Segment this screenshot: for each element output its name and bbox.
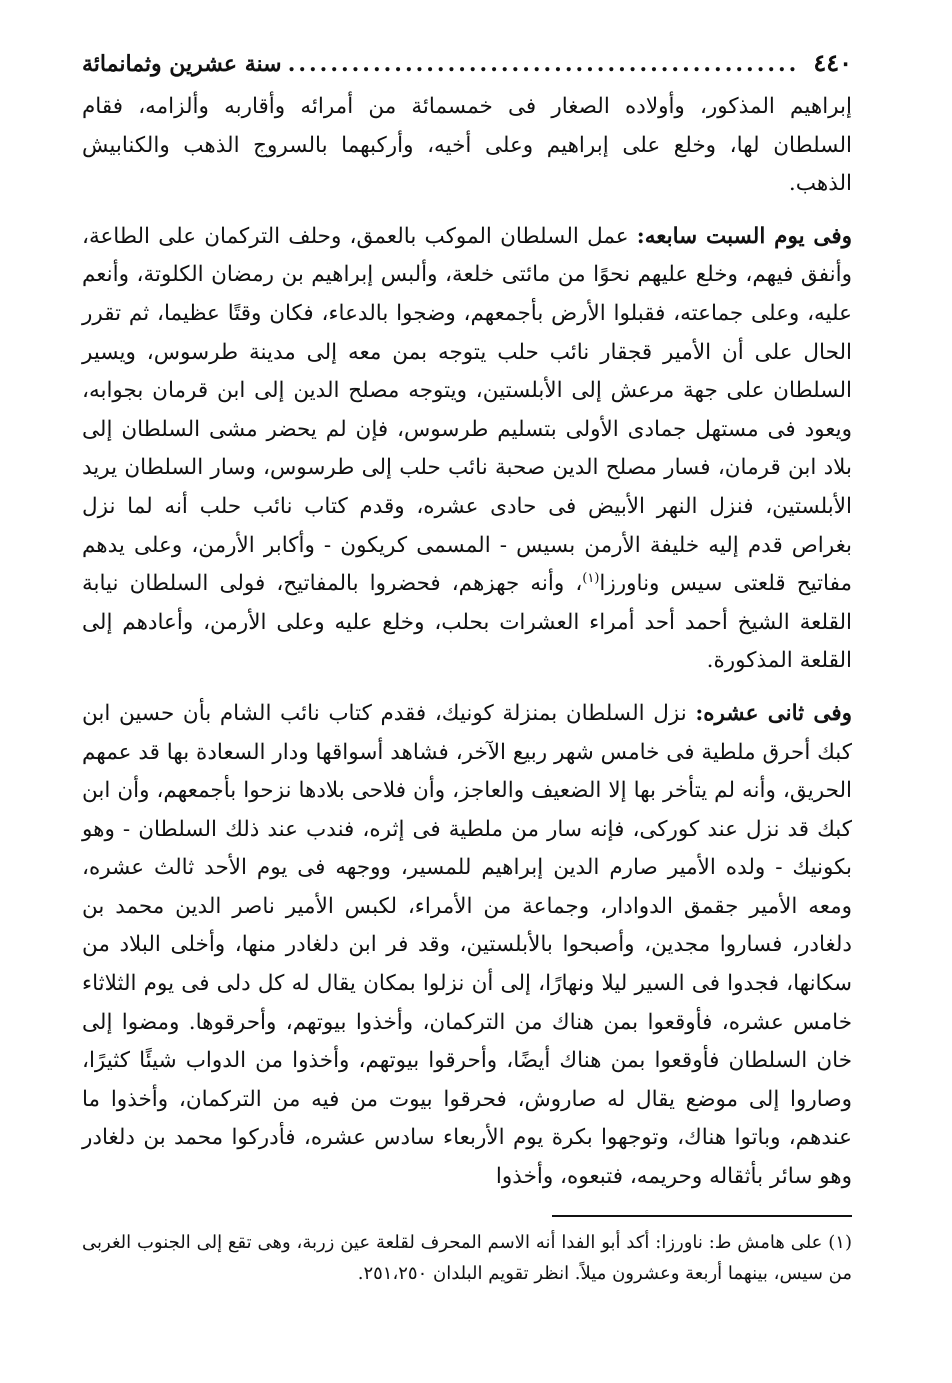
paragraph-text: إبراهيم المذكور، وأولاده الصغار فى خمسمائة من أمرائه وأقاربه وألزامه، فقام السلطان لها، وخلع على إبراهيم وعلى أخيه، وأركبهما بالسروج الذهب والكنابيش الذهب. — [82, 94, 852, 197]
leader-dots — [288, 51, 800, 77]
running-title: سنة عشرين وثمانمائة — [82, 51, 282, 77]
paragraph — [82, 218, 852, 681]
page-number: ٤٤٠ — [813, 48, 852, 77]
paragraph — [82, 695, 852, 1197]
paragraph-text: عمل السلطان الموكب بالعمق، وحلف التركمان على الطاعة، وأنفق فيهم، وخلع عليهم نحوًا من مائتى خلعة، وألبس إبراهيم بن رمضان الكلوتة، وأنعم عليه، وعلى جماعته، فقبلوا الأرض بأجمعهم، وضجوا بالدعاء، فكان وقتًا عظيما، ثم تقرر الحال على أن الأمير قجقار نائب حلب يتوجه بمن معه إلى مدينة طرسوس، ويسير السلطان على جهة مرعش إلى الأبلستين، ويتوجه مصلح الدين إلى ابن قرمان بجوابه، ويعود فى مستهل جمادى الأولى بتسليم طرسوس، فإن لم يحضر مشى السلطان إلى بلاد ابن قرمان، فسار مصلح الدين صحبة نائب حلب إلى طرسوس، وسار السلطان يريد الأبلستين، فنزل النهر الأبيض فى حادى عشره، وقدم كتاب نائب حلب أنه لما نزل بغراص قدم إليه خليفة الأرمن بسيس - المسمى كريكون - وأكابر الأرمن، وعلى يدهم مفاتيح قلعتى سيس وناورزا — [82, 223, 852, 597]
paragraph-text-continued: ، وأنه جهزهم، فحضروا بالمفاتيح، فولى السلطان نيابة القلعة الشيخ أحمد أحد أمراء العشرات بحلب، وخلع عليه وعلى الأرمن، وأعادهم إلى القلعة المذكورة. — [82, 571, 852, 674]
body-text — [82, 88, 852, 1197]
footnote-reference[interactable]: (١) — [582, 570, 600, 586]
paragraph-lead: وفى يوم السبت سابعه: — [636, 223, 852, 249]
running-head — [82, 48, 852, 88]
paragraph-text: نزل السلطان بمنزلة كونيك، فقدم كتاب نائب الشام بأن حسين ابن كبك أحرق ملطية فى خامس شهر ربيع الآخر، فشاهد أسواقها ودار السعادة بها قد عمهم الحريق، وأنه لم يتأخر بها إلا الضعيف والعاجز، وأن فلاحى بلادها نزحوا بأجمعهم، وأن ابن كبك قد نزل عند كوركى، فإنه سار من ملطية فى إثره، فندب عند ذلك السلطان - وهو بكونيك - ولده الأمير صارم الدين إبراهيم للمسير، ووجهه فى يوم الأحد ثالث عشره، ومعه الأمير جقمق الدوادار، وجماعة من الأمراء، لكبس الأمير ناصر الدين محمد بن دلغادر، فساروا مجدين، وأصبحوا بالأبلستين، وقد فر ابن دلغادر منها، وأخلى البلاد من سكانها، فجدوا فى السير ليلا ونهارًا، إلى أن نزلوا بمكان يقال له كل دلى فى يوم الثلاثاء خامس عشره، فأوقعوا بمن هناك من التركمان، وأخذوا بيوتهم، وأحرقوها. ومضوا إلى خان السلطان فأوقعوا بمن هناك أيضًا، وأحرقوا بيوتهم، وأخذوا من الدواب شيئًا كثيرًا، وصاروا إلى موضع يقال له صاروش، فحرقوا بيوت من فيه من التركمان، وأخذوا ما عندهم، وباتوا هناك، وتوجهوا بكرة يوم الأربعاء سادس عشره، فأدركوا محمد بن دلغادر وهو سائر بأثقاله وحريمه، فتبعوه، وأخذوا — [82, 700, 852, 1190]
footnote: (١) على هامش ط: ناورزا: أكد أبو الفدا أنه الاسم المحرف لقلعة عين زربة، وهى تقع إلى الجنوب الغربى من سيس، بينهما أربعة وعشرون ميلاً. انظر تقويم البلدان ٢٥١،٢٥٠. — [82, 1231, 852, 1284]
paragraph — [82, 88, 852, 204]
paragraph-lead: وفى ثانى عشره: — [695, 700, 852, 726]
footnote-divider — [552, 1215, 852, 1217]
